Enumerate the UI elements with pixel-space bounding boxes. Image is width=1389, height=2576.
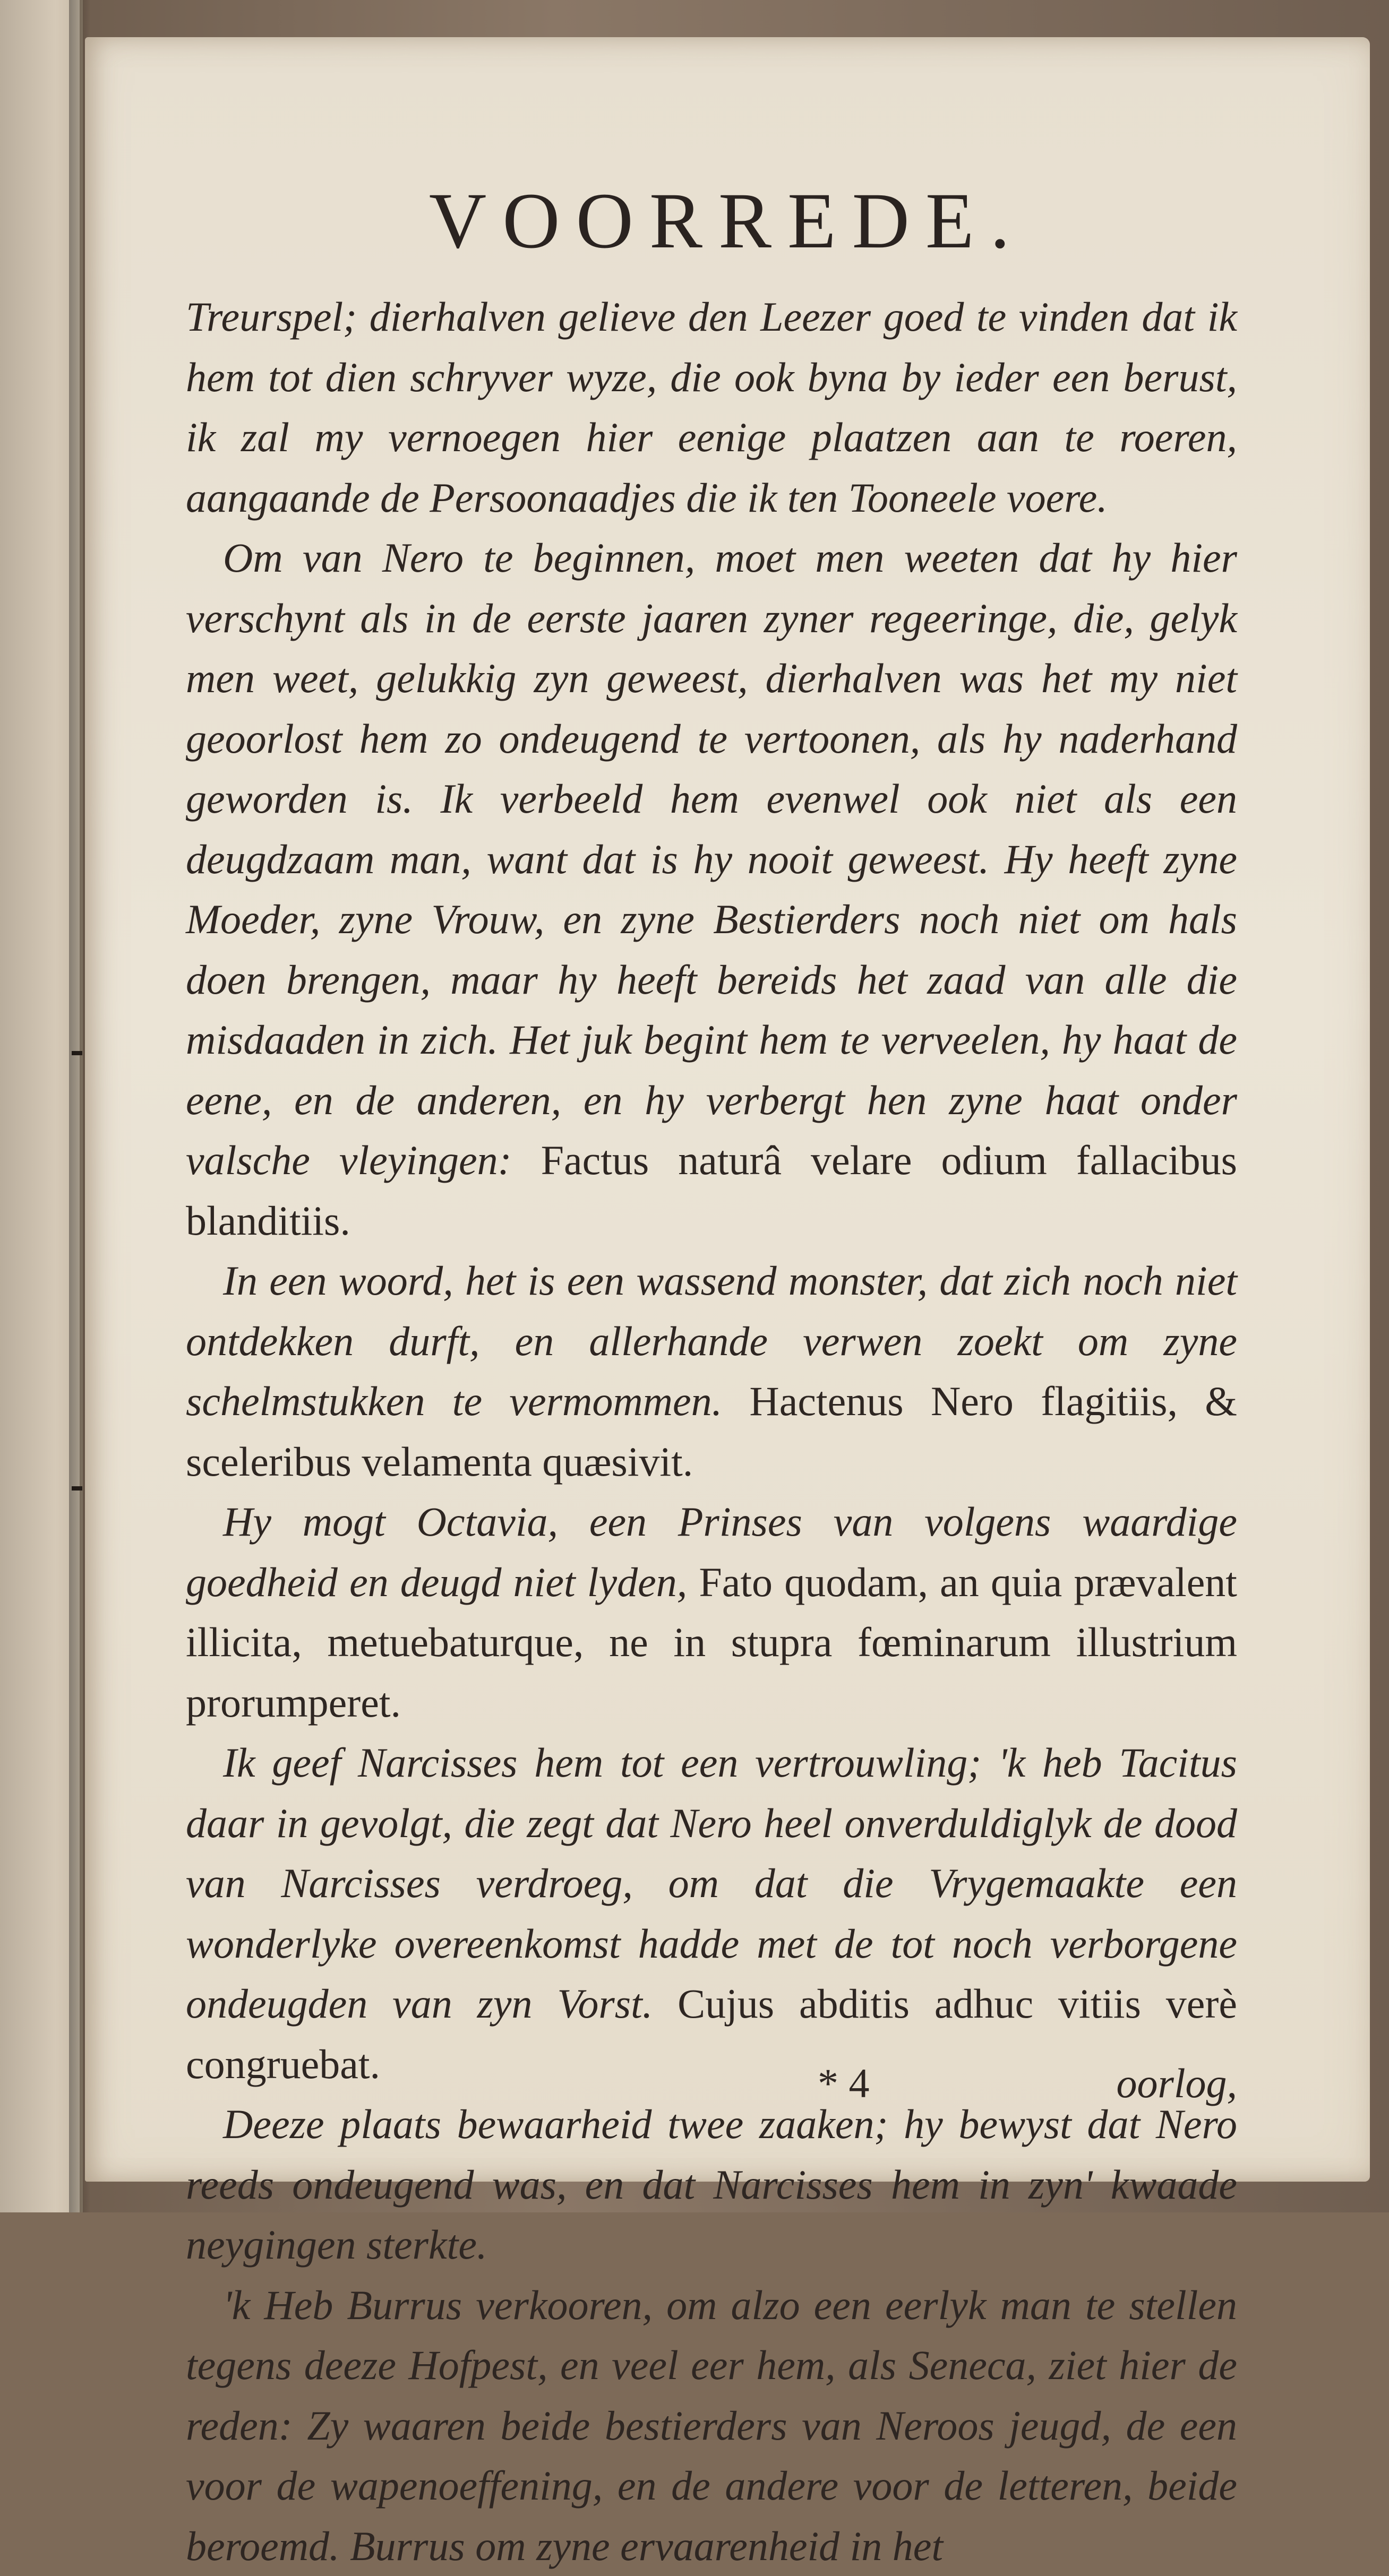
italic-text: 'k Heb Burrus verkooren, om alzo een eerlyk man te stellen tegens deeze Hofpest, en veel eer hem, als Seneca, ziet hier de reden: Zy waaren beide bestierders van Neroos jeugd, de een voor de wapenoeffening, en de andere voor de letteren, beide beroemd. Burrus om zyne ervaarenheid in het — [186, 2282, 1237, 2569]
page-heading: VOORREDE. — [85, 175, 1370, 266]
latin-quotation: Factus naturâ velare odium fallacibus blanditiis. — [186, 1137, 1237, 1244]
paragraph — [186, 528, 1237, 1251]
paragraph — [186, 1733, 1237, 2094]
italic-text: Ik geef Narcisses hem tot een vertrouwling; 'k heb Tacitus daar in gevolgt, die zegt dat Nero heel onverduldiglyk de dood van Narcisses verdroeg, om dat die Vrygemaakte een wonderlyke overeenkomst hadde met de tot noch verborgene ondeugden van zyn Vorst. — [186, 1739, 1237, 2027]
paragraph — [186, 287, 1237, 528]
paragraph — [186, 2275, 1237, 2576]
paragraph — [186, 1492, 1237, 1733]
latin-quotation: Hactenus Nero flagitiis, & sceleribus velamenta quæsivit. — [186, 1378, 1237, 1485]
italic-text: Treurspel; dierhalven gelieve den Leezer goed te vinden dat ik hem tot dien schryver wyze, die ook byna by ieder een berust, ik zal my vernoegen hier eenige plaatzen aan te roeren, aangaande de Persoonaadjes die ik ten Tooneele voere. — [186, 294, 1237, 521]
paragraph — [186, 1251, 1237, 1492]
signature-mark: * 4 — [818, 2060, 870, 2107]
italic-text: Om van Nero te beginnen, moet men weeten dat hy hier verschynt als in de eerste jaaren zyner regeeringe, die, gelyk men weet, gelukkig zyn geweest, dierhalven was het my niet geoorlost hem zo ondeugend te vertoonen, als hy naderhand geworden is. Ik verbeeld hem evenwel ook niet als een deugdzaam man, want dat is hy nooit geweest. Hy heeft zyne Moeder, zyne Vrouw, en zyne Bestierders noch niet om hals doen brengen, maar hy heeft bereids het zaad van alle die misdaaden in zich. Het juk begint hem te verveelen, hy haat de eene, en de anderen, en hy verbergt hen zyne haat onder valsche vleyingen: — [186, 535, 1237, 1183]
catchword: oorlog, — [1116, 2060, 1237, 2107]
italic-text: Deeze plaats bewaarheid twee zaaken; hy bewyst dat Nero reeds ondeugend was, en dat Narcisses hem in zyn' kwaade neygingen sterkte. — [186, 2101, 1237, 2268]
italic-text: In een woord, het is een wassend monster, dat zich noch niet ontdekken durft, en allerhande verwen zoekt om zyne schelmstukken te vermommen. — [186, 1257, 1237, 1424]
book-page — [85, 37, 1370, 2182]
latin-quotation: Cujus abditis adhuc vitiis verè congruebat. — [186, 1980, 1237, 2087]
page-footer — [186, 2060, 1237, 2118]
paragraph — [186, 2094, 1237, 2275]
page-body — [186, 287, 1237, 2576]
italic-text: Hy mogt Octavia, een Prinses van volgens waardige goedheid en deugd niet lyden, — [186, 1498, 1237, 1605]
latin-quotation: Fato quodam, an quia prævalent illicita, metuebaturque, ne in stupra fœminarum illustrium prorumperet. — [186, 1559, 1237, 1726]
